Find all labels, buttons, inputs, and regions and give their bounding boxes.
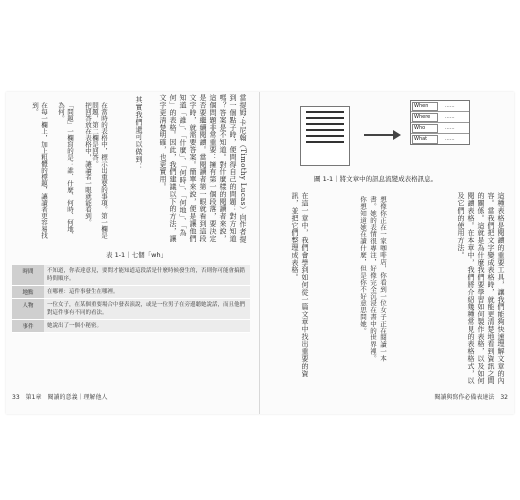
text-line-icon (306, 129, 344, 131)
book-spread (6, 92, 514, 414)
left-body-text: 當提姆·卡尼翰（Timothy Lucas）向作者提到一個點子時，便問得自己的問題：對方知道嗎？答案是不知道。對什麼樣的閱讀者來說，這個問題非常重要：擁有第一個段落，要決定是否要繼續閱讀。當閱讀者第一眼就看到這段文字時，就需要答案。簡單來說，便是讓他們知道「誰」、「什麼」、「何時」、「何地」、「為何」的表格。因此，我們建議以下的方法，讓文字更清楚明確，也更實用。 (159, 94, 247, 243)
text-line-icon (306, 111, 344, 113)
table-value: 她說出了一個小秘密。 (44, 320, 250, 333)
table-value: 一位女子，在某個重要場合中發表演說，或是一位男子在旁邊聽她說話，而且他們對這件事有不同的看法。 (44, 299, 250, 320)
diagram-cell: When (412, 102, 438, 111)
diagram-row (411, 101, 469, 112)
diagram-dots: ...... (445, 136, 455, 142)
figure (260, 92, 514, 182)
bullet-item: 在當時的表格中，標示出重要的事項。第一欄是問題，第二欄是回答。 (91, 102, 108, 239)
text-line-icon (306, 141, 344, 143)
arrow-right-icon (364, 134, 394, 136)
right-page (260, 92, 514, 414)
text-line-icon (306, 123, 344, 125)
diagram-cell: Where (412, 113, 438, 122)
diagram-cell: What (412, 135, 438, 144)
table-key: 人物 (12, 299, 44, 320)
table-value: 在哪裡：這件事發生在哪裡。 (44, 286, 250, 299)
table-key: 時間 (12, 265, 44, 286)
diagram-cell: Who (412, 124, 438, 133)
table-key: 事件 (12, 320, 44, 333)
table-diagram (410, 100, 470, 145)
right-body-text: 這種表格是閱讀的重要工具，讓我們能夠快速理解文章的內容。當我們把文字變成表格時，就能更清楚地看到資訊之間的關係。這就是為什麼我們要學習如何製作表格，以及如何閱讀表格。在本章中，我們將介紹幾種常見的表格格式，以及它們的使用方法。 (457, 192, 505, 385)
document-icon (300, 106, 350, 166)
bullet-item: 把回答放在表格中，讓讀者一眼就能看到。 (84, 102, 92, 226)
diagram-row (411, 112, 469, 123)
right-footer: 閱讀與寫作必備表達法 32 (434, 394, 508, 401)
bullet-item: 在每一欄上，加上粗體的標題，讓讀者更容易找到。 (31, 102, 48, 239)
bullet-item: 「問題」一欄寫的是：誰、什麼、何時、何地、為何。 (57, 102, 74, 239)
text-line-icon (306, 135, 344, 137)
right-end-text: 在這一章中，我們會學到如何從一篇文章中找出重要的資訊，並把它們整理成表格。 (291, 192, 309, 377)
figure-caption: 圖 1-1｜將文章中的訊息流變成表格訊息。 (314, 175, 438, 183)
table-row (12, 299, 250, 320)
quote-text: 想像你正在一家咖啡店，你看到一位女子正在閱讀一本書。她的表情很專注，好像完全沉浸在書中的世界裡。你想知道她在讀什麼，但是你不好意思問她。 (359, 196, 387, 362)
arrowhead-icon (393, 130, 401, 140)
diagram-dots: ...... (445, 114, 455, 120)
wh-table (12, 265, 250, 333)
left-mid-text: 其實我們還可以做到： (135, 96, 143, 170)
table-value: 不知道，你表達意見，要問才能知道這段話是什麼時候發生的，否則你可能會搞錯時間順序。 (44, 265, 250, 286)
left-page (6, 92, 260, 414)
table-key: 地點 (12, 286, 44, 299)
table-row (12, 320, 250, 333)
table-row (12, 286, 250, 299)
diagram-dots: ...... (445, 125, 455, 131)
diagram-row (411, 134, 469, 144)
text-line-icon (306, 117, 344, 119)
left-footer: 33 第1章 閱讀的意義｜理解他人 (12, 394, 108, 401)
diagram-dots: ...... (445, 103, 455, 109)
diagram-row (411, 123, 469, 134)
table-caption: 表 1-1｜七個「wh」 (106, 251, 168, 259)
table-row (12, 265, 250, 286)
